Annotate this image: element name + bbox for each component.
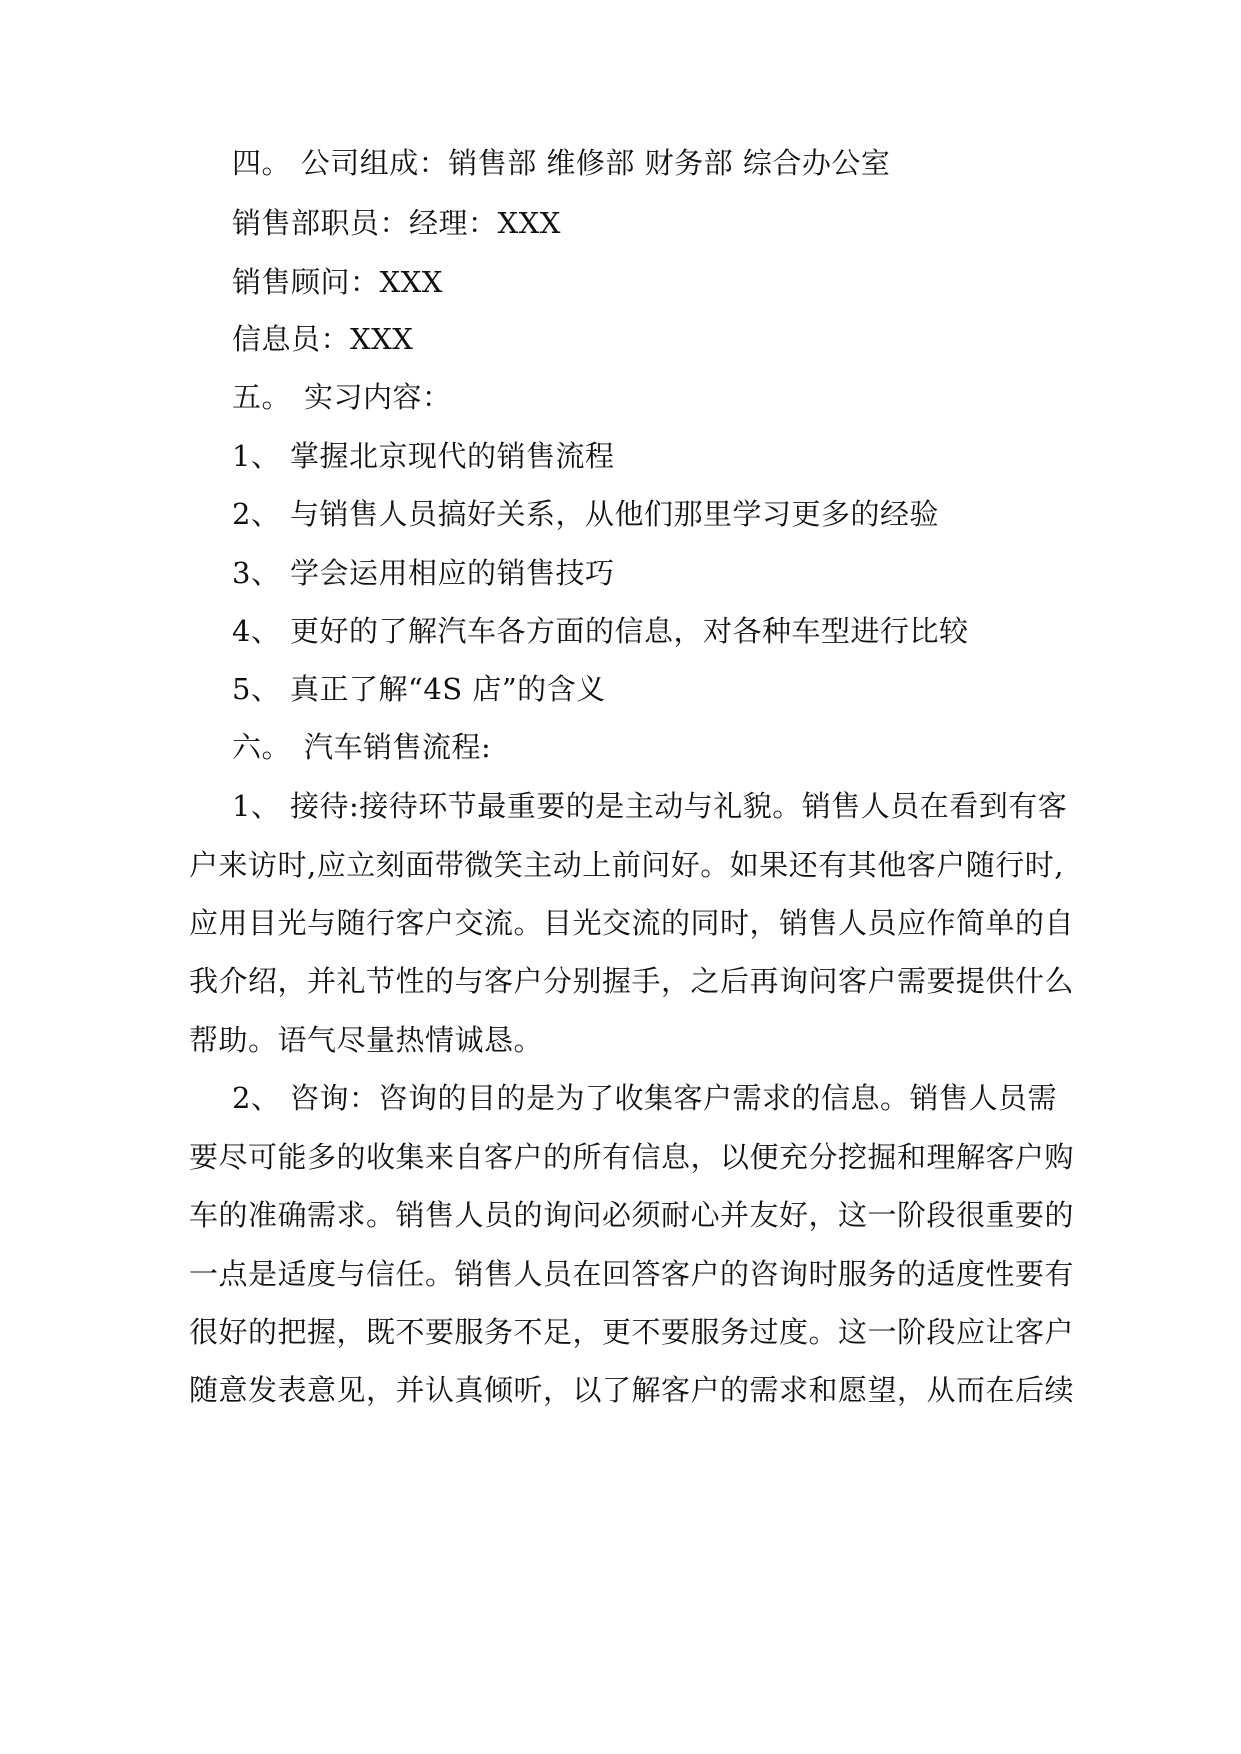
paragraph-line: 车的准确需求。销售人员的询问必须耐心并友好，这一阶段很重要的: [189, 1198, 1075, 1232]
paragraph-line: 应用目光与随行客户交流。目光交流的同时，销售人员应作简单的自: [189, 906, 1075, 940]
section4-heading: 四。 公司组成：销售部 维修部 财务部 综合办公室: [232, 146, 891, 180]
section6-number: 六。: [232, 730, 292, 764]
paragraph-line: 帮助。语气尽量热情诚恳。: [189, 1023, 544, 1057]
staff-consultant-line: 销售顾问：XXX: [232, 265, 443, 299]
list-item-text: 学会运用相应的销售技巧: [290, 556, 615, 590]
section5-heading: [232, 377, 452, 417]
list-item: [232, 494, 939, 534]
list-item-text: 更好的了解汽车各方面的信息，对各种车型进行比较: [290, 614, 969, 648]
paragraph-number: 2、: [232, 1081, 281, 1115]
staff-manager-line: 销售部职员：经理：XXX: [232, 206, 561, 240]
list-item-number: 5、: [232, 672, 281, 706]
list-item-text: 与销售人员搞好关系，从他们那里学习更多的经验: [290, 497, 940, 531]
list-item-text: 真正了解“4S 店”的含义: [290, 672, 606, 706]
paragraph-text: 接待:接待环节最重要的是主动与礼貌。销售人员在看到有客: [290, 789, 1068, 823]
staff-info-line: 信息员：XXX: [232, 322, 414, 356]
list-item-number: 4、: [232, 614, 281, 648]
paragraph-text: 咨询：咨询的目的是为了收集客户需求的信息。销售人员需: [290, 1081, 1058, 1115]
paragraph-line: 随意发表意见，并认真倾听，以了解客户的需求和愿望，从而在后续: [189, 1373, 1075, 1407]
section6-title: 汽车销售流程:: [304, 730, 492, 764]
paragraph-number: 1、: [232, 789, 281, 823]
paragraph-line: 我介绍，并礼节性的与客户分别握手，之后再询问客户需要提供什么: [189, 964, 1075, 998]
list-item-number: 3、: [232, 556, 281, 590]
list-item: [232, 669, 606, 709]
section5-title: 实习内容：: [304, 380, 452, 414]
list-item: [232, 611, 969, 651]
list-item-text: 掌握北京现代的销售流程: [290, 439, 615, 473]
list-item: [232, 553, 615, 593]
paragraph-line: [232, 1078, 1057, 1118]
list-item-number: 1、: [232, 439, 281, 473]
section5-number: 五。: [232, 380, 292, 414]
paragraph-line: 一点是适度与信任。销售人员在回答客户的咨询时服务的适度性要有: [189, 1257, 1075, 1291]
list-item: [232, 436, 615, 476]
paragraph-line: [232, 786, 1067, 826]
section6-heading: [232, 727, 491, 767]
paragraph-line: 要尽可能多的收集来自客户的所有信息，以便充分挖掘和理解客户购: [189, 1140, 1075, 1174]
paragraph-line: 很好的把握，既不要服务不足，更不要服务过度。这一阶段应让客户: [189, 1315, 1075, 1349]
list-item-number: 2、: [232, 497, 281, 531]
paragraph-line: 户来访时,应立刻面带微笑主动上前问好。如果还有其他客户随行时,: [189, 848, 1064, 882]
